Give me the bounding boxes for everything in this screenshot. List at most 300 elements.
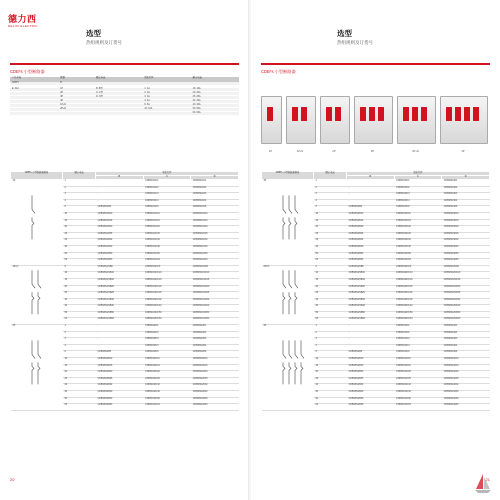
table-cell: E: 3kA xyxy=(10,88,58,92)
table-cell: CDBS6N1NC63 xyxy=(143,318,191,325)
table-cell: 4: 4A xyxy=(142,100,190,104)
table-cell: 16: 16A xyxy=(191,88,239,92)
table-cell: 3 xyxy=(314,338,347,345)
table-cell: 63 xyxy=(63,404,96,411)
table-cell: CDBS6N2NB25 xyxy=(347,292,394,299)
table-cell: CDBS6N1C6 xyxy=(143,206,191,213)
table-cell: CDBS6N3C63 xyxy=(394,259,442,266)
table-cell: - xyxy=(347,180,394,187)
table-cell: CDBS6N2B32 xyxy=(96,384,143,391)
table-cell: CDBS6N1C32 xyxy=(143,239,191,246)
table-cell: CDBS6N2C6 xyxy=(143,351,191,358)
table-row xyxy=(262,180,490,187)
pole-cell xyxy=(262,325,314,411)
table-cell: CDBS6N1ND32 xyxy=(191,298,239,305)
pole-label: 1P+N xyxy=(12,265,19,268)
table-cell: 40 xyxy=(314,391,347,398)
table-cell: CDBS6N3D4 xyxy=(442,199,490,206)
table-cell: CDBS6N2D4 xyxy=(191,344,239,351)
table-cell: 1P+N xyxy=(58,104,94,108)
table-cell: 50: 50A xyxy=(191,108,239,112)
table-cell: CDBS6N1C20 xyxy=(143,226,191,233)
table-cell: 1 xyxy=(314,180,347,187)
table-cell: CDBS6N1ND10 xyxy=(191,272,239,279)
table-cell: - xyxy=(347,338,394,345)
table-cell: 25 xyxy=(63,232,96,239)
table-cell: CDBS6N3C10 xyxy=(394,212,442,219)
table-cell: CDBS6N2NC25 xyxy=(394,292,442,299)
table-cell: CDBS6N2C20 xyxy=(143,371,191,378)
breaker-image xyxy=(397,96,434,153)
table-cell: CDBS6N4C6 xyxy=(394,351,442,358)
table-cell: CDBS6N3D63 xyxy=(442,259,490,266)
column-header: CDB*s 小型断路器规格 xyxy=(11,172,63,180)
table-cell: - xyxy=(347,199,394,206)
table-cell: 16 xyxy=(314,278,347,285)
breaker-label: 1P xyxy=(268,150,273,153)
table-cell: CDBS6N4D16 xyxy=(442,364,490,371)
table-cell: CDBS6N2ND10 xyxy=(442,272,490,279)
table-cell: 3 xyxy=(63,338,96,345)
table-cell xyxy=(142,112,190,116)
table-cell: CDBS6N1B50 xyxy=(96,252,143,259)
pole-label: 2P xyxy=(12,325,16,328)
table-cell: CDBS6N1NC50 xyxy=(143,311,191,318)
table-cell: 63 xyxy=(314,259,347,266)
table-cell xyxy=(58,112,94,116)
table-cell: 2 xyxy=(63,331,96,338)
table-cell: - xyxy=(347,344,394,351)
table-cell: D: D型 xyxy=(94,96,142,100)
table-cell: 16 xyxy=(314,219,347,226)
table-cell: CDBS6N1D16 xyxy=(191,219,239,226)
table-cell: 1: 1A xyxy=(142,88,190,92)
table-cell: CDBS6N3C2 xyxy=(394,186,442,193)
table-cell: CDBS6N2ND63 xyxy=(442,318,490,325)
table-cell: 6 xyxy=(314,206,347,213)
table-cell: CDBS6N1NC40 xyxy=(143,305,191,312)
table-cell: CDBS6N2ND32 xyxy=(442,298,490,305)
table-cell: CDBS6N1ND63 xyxy=(191,318,239,325)
table-cell: CDBS6N1B10 xyxy=(96,212,143,219)
table-cell: CDBS6N3C4 xyxy=(394,199,442,206)
table-cell: CDBS6N1NC25 xyxy=(143,292,191,299)
table-cell: CDBS6N2ND50 xyxy=(442,311,490,318)
breaker-body xyxy=(286,96,316,144)
table-cell: CDBS6N2B63 xyxy=(96,404,143,411)
table-cell: CDBS6N1B16 xyxy=(96,219,143,226)
table-cell: CDBS6N2NB50 xyxy=(347,311,394,318)
table-cell: CDBS6N2NC6 xyxy=(394,265,442,272)
breaker-image xyxy=(354,96,391,153)
table-cell: 1 xyxy=(63,180,96,187)
table-cell: CDBS6N3C6 xyxy=(394,206,442,213)
table-cell: CDBS6N2C32 xyxy=(143,384,191,391)
section-divider xyxy=(261,63,490,65)
table-cell: CDBS6N4D1 xyxy=(442,325,490,332)
table-cell: CDBS6N1D6 xyxy=(191,206,239,213)
table-cell: CDBS6N1B6 xyxy=(96,206,143,213)
table-cell: CDBS6N1NC10 xyxy=(143,272,191,279)
left-page xyxy=(0,0,249,500)
table-cell: 16 xyxy=(63,278,96,285)
table-cell: CDBS6N3D10 xyxy=(442,212,490,219)
breaker-image xyxy=(286,96,314,153)
page-number: 21 xyxy=(485,477,490,482)
table-cell: CDBS6N1ND25 xyxy=(191,292,239,299)
table-cell: 16 xyxy=(63,364,96,371)
table-cell: 32 xyxy=(314,239,347,246)
table-cell: CDBS6N4D20 xyxy=(442,371,490,378)
table-cell: CDBS6N3D1 xyxy=(442,180,490,187)
table-cell: CDBS6N3C3 xyxy=(394,193,442,200)
table-cell: - xyxy=(96,193,143,200)
table-cell: CDBS6N1C40 xyxy=(143,245,191,252)
table-cell: CDBS6N2B25 xyxy=(96,377,143,384)
table-cell: 50 xyxy=(63,252,96,259)
table-cell: 4 xyxy=(314,199,347,206)
table-cell: CDBS6N4C3 xyxy=(394,338,442,345)
breaker-toggle xyxy=(421,107,427,121)
table-cell: CDBS6N4B63 xyxy=(347,404,394,411)
table-cell: CDBS6N4C16 xyxy=(394,364,442,371)
table-cell: 10 xyxy=(63,272,96,279)
table-cell: 16 xyxy=(314,364,347,371)
table-cell: CDBS6N4B10 xyxy=(347,358,394,365)
table-cell: CDBS6N4D10 xyxy=(442,358,490,365)
table-cell: CDBS6N2NB32 xyxy=(347,298,394,305)
table-cell: CDBS6N2C3 xyxy=(143,338,191,345)
table-cell: CDBS6N2NB63 xyxy=(347,318,394,325)
column-header: B xyxy=(96,176,143,180)
table-cell: 3 xyxy=(314,193,347,200)
table-cell: CDBS6N2NC10 xyxy=(394,272,442,279)
table-cell: CDBS6N3B63 xyxy=(347,259,394,266)
column-header: 额定电流 xyxy=(94,77,142,82)
table-cell: - xyxy=(347,331,394,338)
breaker-label: 2P+N xyxy=(412,150,419,153)
breaker-toggle xyxy=(412,107,418,121)
wiring-diagram-icon xyxy=(278,183,302,252)
table-cell: CDBS6N4D40 xyxy=(442,391,490,398)
wiring-diagram-icon xyxy=(278,269,302,315)
table-cell: 1 xyxy=(314,325,347,332)
section-title: CDB*s 小型断路器 xyxy=(261,69,296,74)
table-cell: CDBS6N2D16 xyxy=(191,364,239,371)
table-cell: 63 xyxy=(314,318,347,325)
table-cell: CDBS6N2D1 xyxy=(191,325,239,332)
table-cell: CDBS6N2B40 xyxy=(96,391,143,398)
breaker-image xyxy=(320,96,348,153)
table-cell xyxy=(10,112,58,116)
table-cell: CDBS6N2C2 xyxy=(143,331,191,338)
table-cell: CDBS6N4B6 xyxy=(347,351,394,358)
table-cell: 32 xyxy=(63,384,96,391)
breaker-body xyxy=(354,96,393,144)
table-cell: CDBS6N1ND40 xyxy=(191,305,239,312)
table-cell: CDBS6N1ND16 xyxy=(191,278,239,285)
table-cell: 2P xyxy=(58,92,94,96)
table-cell: CDBS6N3D50 xyxy=(442,252,490,259)
breaker-body xyxy=(440,96,488,144)
table-cell: CDBS6N3D16 xyxy=(442,219,490,226)
table-cell: CDBS6N2D3 xyxy=(191,338,239,345)
breaker-label: 4P xyxy=(461,150,465,153)
table-cell: CDBS6N2C4 xyxy=(143,344,191,351)
table-cell: CDBS6N1NC6 xyxy=(143,265,191,272)
table-cell: 32 xyxy=(314,384,347,391)
table-cell: CDBS6N1D10 xyxy=(191,212,239,219)
breaker-body xyxy=(397,96,436,144)
table-cell: CDBS6N3B25 xyxy=(347,232,394,239)
table-cell: 25 xyxy=(63,377,96,384)
table-cell: CDBS6N4C50 xyxy=(394,397,442,404)
table-cell: - xyxy=(96,186,143,193)
table-cell: CDBS6N4D3 xyxy=(442,338,490,345)
table-cell: CDBS6N3B40 xyxy=(347,245,394,252)
table-cell: CDBS6N2NC16 xyxy=(394,278,442,285)
table-cell: CDBS6N4D63 xyxy=(442,404,490,411)
table-cell: CDBS6N4C63 xyxy=(394,404,442,411)
table-cell: CDBS6N1C2 xyxy=(143,186,191,193)
breaker-body xyxy=(320,96,350,144)
selection-table xyxy=(10,77,239,116)
table-cell: 2 xyxy=(314,186,347,193)
table-cell: 10 xyxy=(314,358,347,365)
table-cell: 2 xyxy=(63,186,96,193)
table-cell: CDBS6N3C40 xyxy=(394,245,442,252)
table-cell: 40 xyxy=(63,391,96,398)
sailboat-icon xyxy=(472,472,494,494)
table-cell: 10: 10A xyxy=(142,108,190,112)
table-cell: CDBS6N4D4 xyxy=(442,344,490,351)
table-cell: CDBS6N3D40 xyxy=(442,245,490,252)
breaker-label: 2P xyxy=(332,150,336,153)
table-cell: CDBS6N2ND6 xyxy=(442,265,490,272)
table-cell: CDBS6N4B32 xyxy=(347,384,394,391)
table-cell: CDBS6N2D50 xyxy=(191,397,239,404)
wiring-diagram-icon xyxy=(27,269,45,315)
table-cell: 10 xyxy=(314,272,347,279)
column-header: 脱扣特性 xyxy=(96,172,239,176)
table-cell: CDBS6N4C4 xyxy=(394,344,442,351)
table-cell: CDBS6N2C25 xyxy=(143,377,191,384)
column-header: B xyxy=(347,176,394,180)
table-cell: CDBS6N4B40 xyxy=(347,391,394,398)
table-cell: 25 xyxy=(314,292,347,299)
table-cell: CDBS6N4D6 xyxy=(442,351,490,358)
table-cell: 1 xyxy=(63,325,96,332)
breaker-toggle xyxy=(403,107,409,121)
table-cell: CDBS6N1NC16 xyxy=(143,278,191,285)
table-cell: C: C型 xyxy=(94,92,142,96)
column-header: CDB*s 小型断路器规格 xyxy=(262,172,314,180)
column-header: 额定电流 xyxy=(314,172,347,180)
table-cell: 6 xyxy=(63,206,96,213)
breaker-toggle xyxy=(267,107,273,121)
breaker-label: 3P xyxy=(370,150,375,153)
table-cell: - xyxy=(96,338,143,345)
table-cell: - xyxy=(96,331,143,338)
page-title: 选型 xyxy=(337,29,352,38)
table-cell: CDBS6N3C16 xyxy=(394,219,442,226)
table-cell: CDBS6N1B40 xyxy=(96,245,143,252)
table-cell: 10 xyxy=(314,212,347,219)
page-number: 20 xyxy=(10,477,15,482)
table-cell: CDBS6N3C20 xyxy=(394,226,442,233)
table-cell: CDBS6N4C10 xyxy=(394,358,442,365)
breaker-image xyxy=(261,96,280,153)
table-cell: 50 xyxy=(63,397,96,404)
table-cell: CDBS6N2C40 xyxy=(143,391,191,398)
table-cell: 20 xyxy=(63,371,96,378)
table-cell: CDBS6N1D25 xyxy=(191,232,239,239)
column-header: D xyxy=(191,176,239,180)
table-cell: 6 xyxy=(314,351,347,358)
table-cell: CDBS6N4B50 xyxy=(347,397,394,404)
table-cell: 20 xyxy=(63,226,96,233)
breaker-image xyxy=(440,96,486,153)
table-cell: CDBS6N3B6 xyxy=(347,206,394,213)
table-cell: 40: 40A xyxy=(191,104,239,108)
table-cell: CDBS6N1NB16 xyxy=(96,278,143,285)
column-header: 脱扣特性 xyxy=(142,77,190,82)
table-cell: CDBS6N3C1 xyxy=(394,180,442,187)
table-cell: CDBS6N1NC20 xyxy=(143,285,191,292)
table-cell: CDBS6N4C25 xyxy=(394,377,442,384)
table-row xyxy=(10,112,239,116)
table-cell: CDBS6N2D6 xyxy=(191,351,239,358)
table-row xyxy=(11,265,239,272)
page-subtitle: 热组规则及订货号 xyxy=(86,40,122,45)
page-title: 选型 xyxy=(86,29,101,38)
table-cell: B xyxy=(58,82,94,86)
table-cell: CDBS6N2D32 xyxy=(191,384,239,391)
table-cell: CDBS6N4C1 xyxy=(394,325,442,332)
table-cell: CDBS6N1D63 xyxy=(191,259,239,266)
table-cell: 20 xyxy=(314,226,347,233)
table-cell: 50 xyxy=(63,311,96,318)
table-cell: CDBS6N2ND25 xyxy=(442,292,490,299)
table-cell: CDBS6N1C1 xyxy=(143,180,191,187)
breaker-toggle xyxy=(292,107,298,121)
table-cell: 63 xyxy=(63,318,96,325)
right-page xyxy=(251,0,500,500)
pole-label: 4P xyxy=(263,325,267,328)
table-cell: CDBS6N1ND20 xyxy=(191,285,239,292)
table-cell: 20: 20A xyxy=(191,92,239,96)
pole-cell xyxy=(11,265,63,324)
table-cell: 4 xyxy=(63,344,96,351)
table-cell: CDBS6N2NC40 xyxy=(394,305,442,312)
table-cell: CDBS6N2B6 xyxy=(96,351,143,358)
table-cell: CDBS6N2C63 xyxy=(143,404,191,411)
breaker-toggle xyxy=(369,107,375,121)
table-cell: - xyxy=(96,180,143,187)
table-cell: CDBS6N3D2 xyxy=(442,186,490,193)
table-cell: CDBS6N1D20 xyxy=(191,226,239,233)
table-cell: 63 xyxy=(314,404,347,411)
breaker-label: 1P+N xyxy=(296,150,304,153)
table-cell: CDBS6N1NB50 xyxy=(96,311,143,318)
table-cell: CDBS6N2B10 xyxy=(96,358,143,365)
table-cell: CDBS6N2D2 xyxy=(191,331,239,338)
table-cell: 20 xyxy=(63,285,96,292)
table-cell: CDBS6N4D50 xyxy=(442,397,490,404)
table-cell: 20 xyxy=(314,371,347,378)
table-cell: CDBS6N1C25 xyxy=(143,232,191,239)
table-cell: CDBS6N1NB32 xyxy=(96,298,143,305)
wiring-diagram-icon xyxy=(27,328,45,397)
table-cell: CDBS6N2B16 xyxy=(96,364,143,371)
table-cell: 40 xyxy=(63,245,96,252)
table-cell: 4 xyxy=(63,199,96,206)
table-cell: CDBS6N3C25 xyxy=(394,232,442,239)
table-cell: 50 xyxy=(314,311,347,318)
table-cell: 25 xyxy=(314,232,347,239)
table-cell: 32 xyxy=(63,298,96,305)
table-cell: CDBS6N1D4 xyxy=(191,199,239,206)
table-cell: CDBS6N3C32 xyxy=(394,239,442,246)
table-cell: 50 xyxy=(314,252,347,259)
breaker-toggle xyxy=(378,107,384,121)
config-table xyxy=(261,171,490,411)
table-cell: CDBS6N1D3 xyxy=(191,193,239,200)
table-cell: CDBS6N2C16 xyxy=(143,364,191,371)
table-cell: CDBS6N2ND40 xyxy=(442,305,490,312)
column-header: D xyxy=(442,176,490,180)
breaker-body xyxy=(261,96,282,144)
table-cell: CDBS6N1NB25 xyxy=(96,292,143,299)
table-cell: CDBS6N4B20 xyxy=(347,371,394,378)
table-cell: CDBS6N1C16 xyxy=(143,219,191,226)
brand-sub: DELIXI ELECTRIC xyxy=(8,24,38,28)
table-cell: CDBS6N4C2 xyxy=(394,331,442,338)
table-cell: - xyxy=(96,199,143,206)
table-cell: CDBS6N3D25 xyxy=(442,232,490,239)
column-header: 极数 xyxy=(58,77,94,82)
column-header: 脱扣特性 xyxy=(347,172,490,176)
table-cell: 32 xyxy=(314,298,347,305)
breaker-toggle xyxy=(301,107,307,121)
table-cell: CDBS6N2C1 xyxy=(143,325,191,332)
table-cell: CDBS6N3D6 xyxy=(442,206,490,213)
column-header: C xyxy=(394,176,442,180)
table-cell: CDBS6N1C3 xyxy=(143,193,191,200)
table-cell: CDBS6N3D3 xyxy=(442,193,490,200)
table-cell: CDBS6N2ND20 xyxy=(442,285,490,292)
table-cell: CDB*s xyxy=(10,82,58,86)
table-cell: - xyxy=(347,193,394,200)
table-cell: CDBS6N2C10 xyxy=(143,358,191,365)
breaker-lineup xyxy=(261,86,491,156)
table-cell: CDBS6N1ND50 xyxy=(191,311,239,318)
table-cell: 3: 3A xyxy=(142,96,190,100)
table-cell: 16 xyxy=(63,219,96,226)
column-header: 产品名称 xyxy=(10,77,58,82)
table-cell: 32: 32A xyxy=(191,100,239,104)
config-table xyxy=(10,171,239,411)
column-header: C xyxy=(143,176,191,180)
table-row xyxy=(11,325,239,332)
section-divider xyxy=(10,63,239,65)
table-cell: 6 xyxy=(63,351,96,358)
table-cell: CDBS6N1C50 xyxy=(143,252,191,259)
table-cell: 40 xyxy=(63,305,96,312)
table-cell: CDBS6N1NB40 xyxy=(96,305,143,312)
breaker-toggle xyxy=(326,107,332,121)
table-cell: CDBS6N1D40 xyxy=(191,245,239,252)
